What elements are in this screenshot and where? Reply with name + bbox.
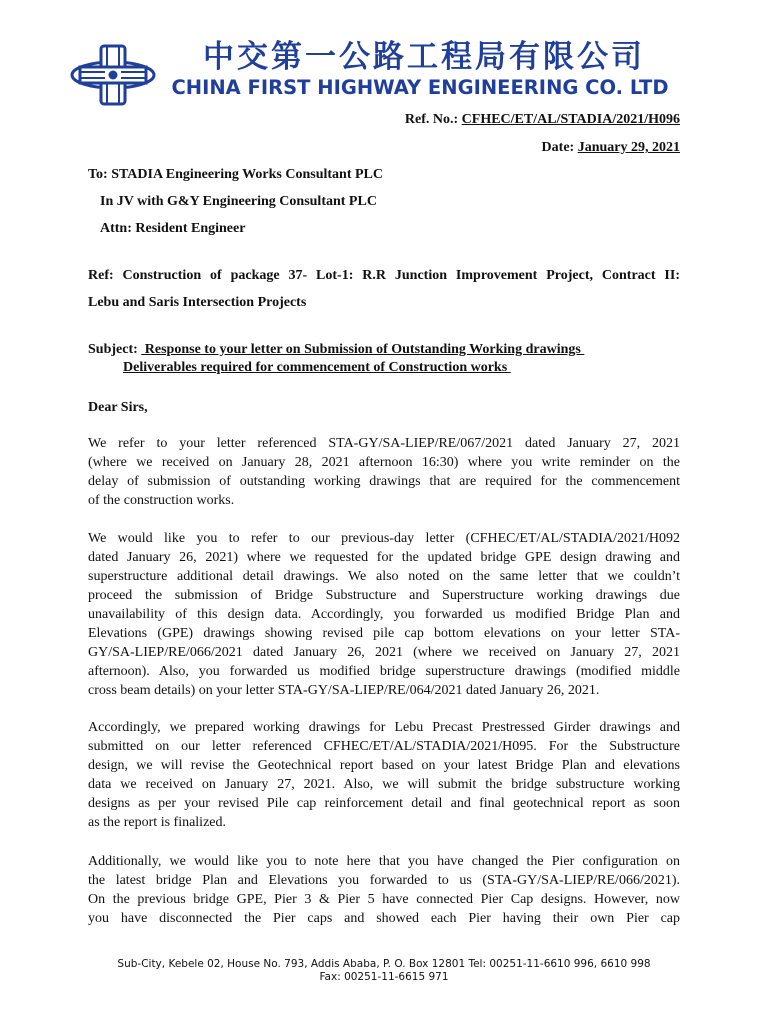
paragraph-line: Elevations (GPE) drawings showing revised pile cap bottom elevations on your letter STA- — [88, 626, 680, 641]
paragraph-line: the latest bridge Plan and Elevations you forwarded to us (STA-GY/SA-LIEP/RE/066/2021). — [88, 873, 680, 888]
paragraph-line: as the report is finalized. — [88, 815, 227, 830]
subject-label: Subject: — [88, 342, 142, 357]
paragraph-line: superstructure additional detail drawings. We also noted on the same letter that we couldn’t — [88, 569, 680, 584]
recipient-to: To: STADIA Engineering Works Consultant PLC — [88, 167, 383, 182]
letter-date: Date: January 29, 2021 — [541, 140, 680, 155]
paragraph-line: We refer to your letter referenced STA-GY/SA-LIEP/RE/067/2021 dated January 27, 2021 — [88, 436, 680, 451]
project-reference-line-1: Ref: Construction of package 37- Lot-1: R.R Junction Improvement Project, Contract II: — [88, 268, 680, 283]
paragraph-line: data we received on January 27, 2021. Also, we will submit the bridge substructure working — [88, 777, 680, 792]
footer-address: Sub-City, Kebele 02, House No. 793, Addis Ababa, P. O. Box 12801 Tel: 00251-11-6610 996, 6610 998 — [117, 958, 651, 970]
reference-number: Ref. No.: CFHEC/ET/AL/STADIA/2021/H096 — [404, 112, 680, 127]
recipient-attn: Attn: Resident Engineer — [100, 221, 246, 236]
body-paragraph-4 — [88, 852, 680, 928]
paragraph-line: Accordingly, we prepared working drawings for Lebu Precast Prestressed Girder drawings and — [88, 720, 680, 735]
body-paragraph-3 — [88, 718, 680, 832]
project-reference-line-2: Lebu and Saris Intersection Projects — [88, 295, 307, 310]
paragraph-line: unavailability of this design data. Accordingly, you forwarded us modified Bridge Plan and — [88, 607, 680, 622]
paragraph-line: you have disconnected the Pier caps and showed each Pier having their own Pier cap — [88, 911, 680, 926]
subject-line-1 — [88, 341, 584, 359]
paragraph-line: delay of submission of outstanding working drawings that are required for the commencement — [88, 474, 680, 489]
subject-text-1: Response to your letter on Submission of Outstanding Working drawings — [141, 342, 585, 357]
subject-line-2: Deliverables required for commencement of Construction works — [123, 360, 511, 375]
paragraph-line: afternoon). Also, you forwarded us modified bridge superstructure drawings (modified middle — [88, 664, 680, 679]
footer-fax: Fax: 00251-11-6615 971 — [319, 971, 449, 983]
company-name-chinese: 中交第一公路工程局有限公司 — [203, 39, 645, 75]
paragraph-line: cross beam details) on your letter STA-GY/SA-LIEP/RE/064/2021 dated January 26, 2021. — [88, 683, 600, 698]
paragraph-line: We would like you to refer to our previous-day letter (CFHEC/ET/AL/STADIA/2021/H092 — [88, 531, 680, 546]
paragraph-line: submitted on our letter referenced CFHEC/ET/AL/STADIA/2021/H095. For the Substructure — [88, 739, 680, 754]
company-name-english: CHINA FIRST HIGHWAY ENGINEERING CO. LTD — [171, 76, 669, 99]
paragraph-line: dated January 26, 2021) where we requested for the updated bridge GPE design drawing and — [88, 550, 680, 565]
salutation: Dear Sirs, — [88, 400, 148, 415]
paragraph-line: proceed the submission of Bridge Substructure and Superstructure working drawings due — [88, 588, 680, 603]
recipient-jv: In JV with G&Y Engineering Consultant PLC — [100, 194, 377, 209]
paragraph-line: GY/SA-LIEP/RE/066/2021 dated January 26, 2021 (where we received on January 27, 2021 — [88, 645, 680, 660]
paragraph-line: designs as per your revised Pile cap reinforcement detail and final geotechnical report as soon — [88, 796, 680, 811]
paragraph-line: On the previous bridge GPE, Pier 3 & Pier 5 have connected Pier Cap designs. However, now — [88, 892, 680, 907]
body-paragraph-1 — [88, 434, 680, 510]
paragraph-line: (where we received on January 28, 2021 afternoon 16:30) where you write reminder on the — [88, 455, 680, 470]
paragraph-line: of the construction works. — [88, 493, 235, 508]
body-paragraph-2 — [88, 529, 680, 700]
paragraph-line: design, we will revise the Geotechnical report based on your latest Bridge Plan and elevations — [88, 758, 680, 773]
crossed-roads-logo-icon — [70, 42, 156, 108]
paragraph-line: Additionally, we would like you to note here that you have changed the Pier configuration on — [88, 854, 680, 869]
